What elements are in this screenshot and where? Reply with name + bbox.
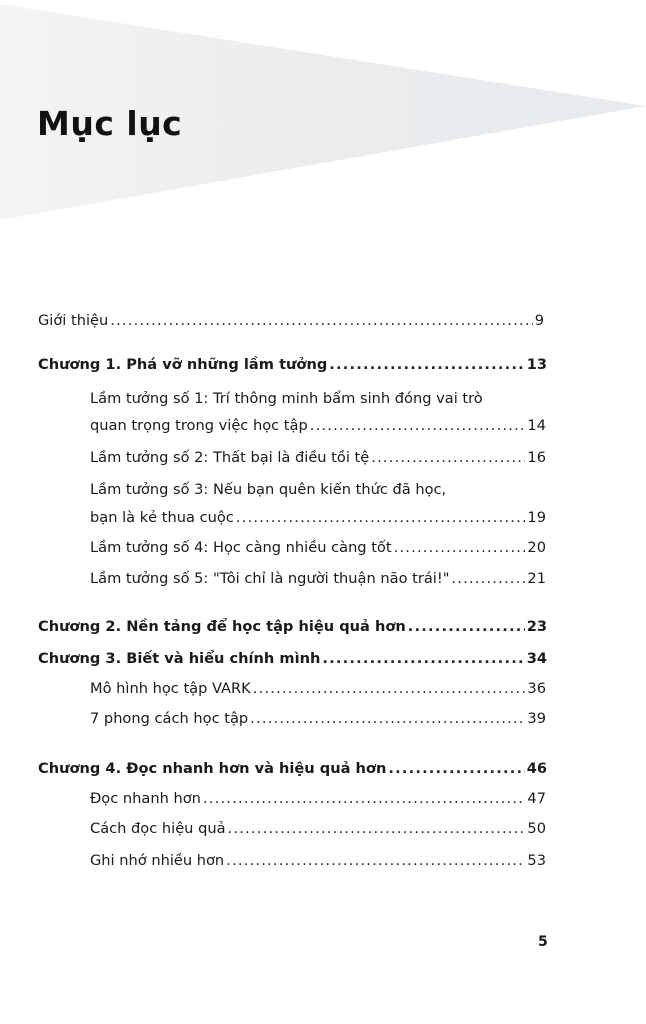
toc-chapter-3[interactable]: [38, 652, 547, 667]
toc-subentry[interactable]: [90, 712, 546, 727]
dot-leader: [226, 854, 525, 869]
dot-leader: [371, 451, 525, 466]
toc-subentry[interactable]: [90, 419, 546, 434]
toc-subentry-page: 20: [527, 539, 546, 556]
toc-entry-label: Giới thiệu: [38, 312, 109, 329]
toc-subentry-page: 39: [527, 710, 546, 727]
toc-subentry-line[interactable]: Lầm tưởng số 3: Nếu bạn quên kiến thức đã học,: [90, 481, 447, 498]
toc-subentry[interactable]: [90, 572, 546, 587]
toc-subentry-label: 7 phong cách học tập: [90, 710, 249, 727]
toc-subentry-page: 19: [527, 509, 546, 526]
toc-subentry-page: 21: [527, 570, 546, 587]
dot-leader: [322, 652, 524, 667]
toc-subentry-label: Lầm tưởng số 5: "Tôi chỉ là người thuận não trái!": [90, 570, 450, 587]
toc-subentry-label: Đọc nhanh hơn: [90, 790, 201, 807]
toc-subentry[interactable]: [90, 541, 546, 556]
toc-chapter-page: 46: [526, 760, 547, 777]
dot-leader: [203, 792, 526, 807]
toc-subentry-page: 36: [527, 680, 546, 697]
toc-subentry-line[interactable]: Lầm tưởng số 1: Trí thông minh bẩm sinh đóng vai trò: [90, 390, 483, 407]
dot-leader: [310, 419, 526, 434]
toc-subentry[interactable]: [90, 682, 546, 697]
dot-leader: [394, 541, 526, 556]
toc-subentry-label: bạn là kẻ thua cuộc: [90, 509, 234, 526]
dot-leader: [451, 572, 525, 587]
toc-subentry[interactable]: [90, 822, 546, 837]
toc-subentry-page: 14: [527, 417, 546, 434]
dot-leader: [408, 620, 525, 635]
dot-leader: [110, 314, 532, 329]
dot-leader: [236, 511, 526, 526]
toc-chapter-2[interactable]: [38, 620, 547, 635]
toc-entry-page: 9: [534, 312, 544, 329]
toc-chapter-label: Chương 1. Phá vỡ những lầm tưởng: [38, 356, 328, 373]
toc-subentry-label: Cách đọc hiệu quả: [90, 820, 226, 837]
toc-chapter-1[interactable]: [38, 358, 547, 373]
dot-leader: [250, 712, 525, 727]
dot-leader: [253, 682, 526, 697]
toc-chapter-label: Chương 3. Biết và hiểu chính mình: [38, 650, 321, 667]
toc-subentry[interactable]: [90, 854, 546, 869]
page-title: Mục lục: [37, 104, 183, 143]
toc-subentry-page: 53: [527, 852, 546, 869]
toc-subentry-label: quan trọng trong việc học tập: [90, 417, 308, 434]
dot-leader: [329, 358, 524, 373]
toc-chapter-4[interactable]: [38, 762, 547, 777]
page-number: 5: [538, 934, 548, 950]
toc-subentry[interactable]: [90, 511, 546, 526]
toc-subentry-page: 47: [527, 790, 546, 807]
toc-subentry-label: Lầm tưởng số 4: Học càng nhiều càng tốt: [90, 539, 392, 556]
toc-subentry[interactable]: [90, 792, 546, 807]
toc-chapter-label: Chương 4. Đọc nhanh hơn và hiệu quả hơn: [38, 760, 387, 777]
toc-chapter-page: 23: [526, 618, 547, 635]
dot-leader: [228, 822, 526, 837]
toc-subentry-label: Ghi nhớ nhiều hơn: [90, 852, 225, 869]
toc-subentry[interactable]: [90, 451, 546, 466]
toc-chapter-page: 13: [526, 356, 547, 373]
toc-subentry-label: Mô hình học tập VARK: [90, 680, 251, 697]
toc-subentry-page: 16: [527, 449, 546, 466]
toc-entry-intro[interactable]: [38, 314, 544, 329]
toc-chapter-page: 34: [526, 650, 547, 667]
toc-subentry-label: Lầm tưởng số 2: Thất bại là điều tồi tệ: [90, 449, 370, 466]
toc-subentry-page: 50: [527, 820, 546, 837]
toc-chapter-label: Chương 2. Nền tảng để học tập hiệu quả hơn: [38, 618, 406, 635]
dot-leader: [388, 762, 524, 777]
